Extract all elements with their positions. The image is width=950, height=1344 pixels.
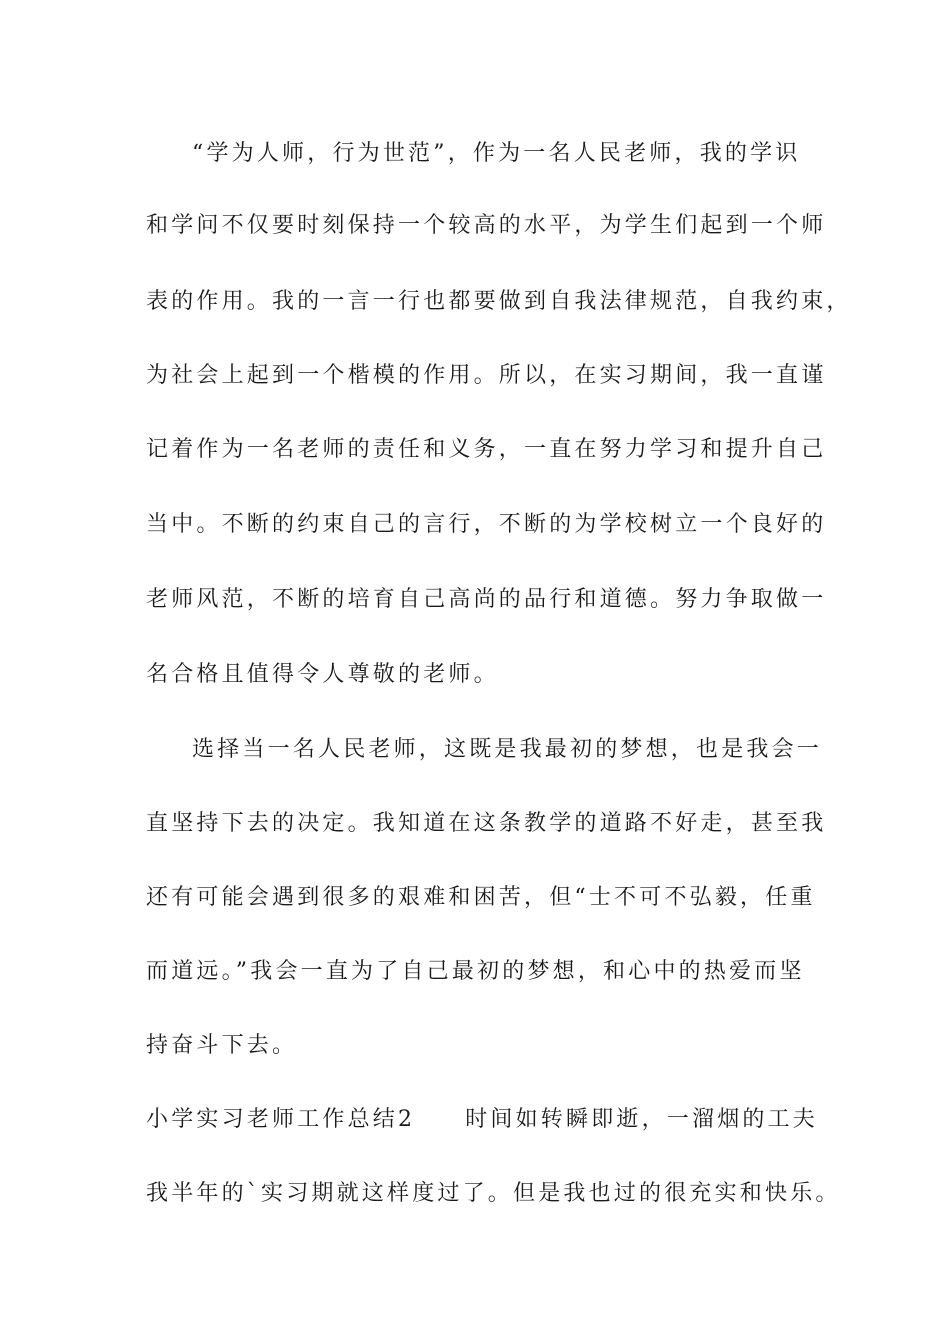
text-line: 老师风范，不断的培育自己高尚的品行和道德。努力争取做一 <box>146 587 827 612</box>
text-line: 名合格且值得令人尊敬的老师。 <box>146 662 499 687</box>
text-line: 还有可能会遇到很多的艰难和困苦，但“士不可不弘毅，任重 <box>146 885 816 910</box>
text-line: 我半年的`实习期就这样度过了。但是我也过的很充实和快乐。 <box>146 1181 841 1206</box>
text-line: “学为人师，行为世范”，作为一名人民老师，我的学识 <box>192 141 801 166</box>
text-line: 为社会上起到一个楷模的作用。所以，在实习期间，我一直谨 <box>146 363 827 388</box>
text-line: 记着作为一名老师的责任和义务，一直在努力学习和提升自己 <box>146 437 827 462</box>
text-line: 和学问不仅要时刻保持一个较高的水平，为学生们起到一个师 <box>146 213 827 238</box>
text-line: 当中。不断的约束自己的言行，不断的为学校树立一个良好的 <box>146 512 827 537</box>
section-heading: 小学实习老师工作总结2 <box>146 1107 416 1132</box>
section-heading-line <box>146 1100 826 1140</box>
text-line: 直坚持下去的决定。我知道在这条教学的道路不好走，甚至我 <box>146 811 827 836</box>
section-first-text: 时间如转瞬即逝，一溜烟的工夫 <box>465 1107 819 1132</box>
text-line: 选择当一名人民老师，这既是我最初的梦想，也是我会一 <box>192 737 823 762</box>
text-line: 持奋斗下去。 <box>146 1033 298 1058</box>
text-line: 而道远。”我会一直为了自己最初的梦想，和心中的热爱而坚 <box>146 959 805 984</box>
text-line: 表的作用。我的一言一行也都要做到自我法律规范，自我约束， <box>146 289 852 314</box>
